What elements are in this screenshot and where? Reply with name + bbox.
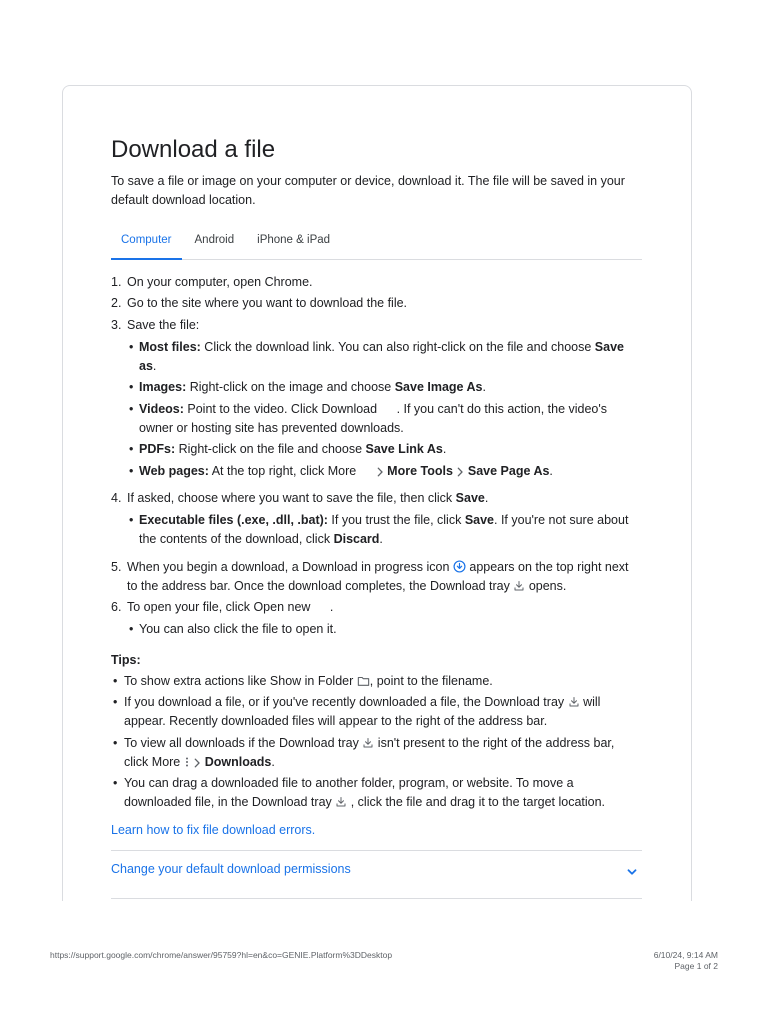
text-segment: . [271,754,275,769]
bold-text: More Tools [387,463,453,478]
substep-item [127,620,642,642]
more-vert-icon [184,756,190,768]
text-segment: , point to the filename. [369,673,493,688]
active-tab-indicator [111,258,182,260]
text-segment: When you begin a download, a Download in progress icon [127,559,453,574]
text-segment: isn't present to the right of the address bar, click More [124,735,615,769]
substep-item [127,338,642,379]
substep-list [127,338,642,484]
step-item [111,489,642,558]
footer-page-number: Page 1 of 2 [674,960,718,971]
step-number: 2. [111,296,122,310]
text-segment: Click the download link. You can also right-click on the file and choose [200,339,595,354]
intro-text: To save a file or image on your computer or device, download it. The file will be saved in your default download location. [111,173,625,207]
tips-list [111,672,642,815]
step-number: 5. [111,559,122,574]
substep-list [127,620,642,642]
text-segment: . If you're not sure about the contents of the download, click [139,513,629,546]
footer-meta [654,950,718,972]
accordion-label: Change your default download permissions [111,862,351,876]
substep-item [127,378,642,400]
text-segment: . If you can't do this action, the video's owner or hosting site has prevented downloads. [139,401,608,435]
bold-text: Videos: [139,401,184,416]
text-segment: , click the file and drag it to the target location. [347,795,606,809]
text-segment: Point to the video. Click Download [183,401,381,416]
tab-iphone-ipad[interactable] [247,230,340,259]
accordion-download-permissions[interactable] [111,850,642,899]
text-segment: At the top right, click More [208,463,360,478]
text-segment: To view all downloads if the Download tray [124,735,363,750]
bold-text: PDFs: [139,442,176,456]
download-progress-icon [453,560,466,573]
bold-text: Save Page As [467,463,550,478]
substep-item [127,511,642,552]
tip-item [111,774,642,815]
text-segment: appears on the top right next to the address bar. Once the download completes, the Download tray [127,559,629,593]
text-segment: On your computer, open Chrome. [127,274,313,289]
bold-text: Save [455,491,485,505]
tab-bar [111,230,642,260]
download-tray-icon [335,796,347,808]
step-item [111,294,642,316]
download-icon-placeholder [381,403,397,413]
tab-label: Computer [121,234,172,246]
footer-url: https://support.google.com/chrome/answer/95759?hl=en&co=GENIE.Platform%3DDesktop [50,949,393,960]
tips-label: Tips: [111,652,141,667]
text-segment: . [484,491,489,505]
chevron-right-icon [376,467,384,477]
tip-item [111,693,642,734]
tips-section [111,651,642,815]
bold-text: Executable files (.exe, .dll, .bat): [139,513,328,527]
text-segment: Right-click on the image and choose [186,380,395,394]
download-tray-icon [513,580,525,592]
page-title: Download a file [111,136,276,163]
text-segment: You can also click the file to open it. [139,622,337,636]
substep-item [127,440,642,462]
step-item [111,558,642,599]
steps-list [111,273,642,648]
step-item [111,316,642,490]
text-segment: To open your file, click Open new [127,600,314,614]
text-segment: If you trust the file, click [327,513,465,527]
substep-item [127,400,642,441]
substep-item [127,462,642,484]
substep-list [127,511,642,552]
chevron-down-icon [626,866,638,878]
bold-text: Save Link As [365,442,443,456]
step-number: 4. [111,491,122,505]
footer-date: 6/10/24, 9:14 AM [653,949,718,960]
step-text [127,296,407,310]
learn-download-errors-link[interactable]: Learn how to fix file download errors. [111,822,316,837]
text-segment: If asked, choose where you want to save the file, then click [127,491,456,505]
text-segment: Save the file: [127,317,200,332]
bold-text: Downloads [204,754,272,769]
folder-icon [357,675,370,687]
text-segment: To show extra actions like Show in Folder [124,673,357,688]
text-segment: If you download a file, or if you've recently downloaded a file, the Download tray [124,695,568,709]
text-segment: Right-click on the file and choose [175,442,366,456]
bold-text: Save as [139,339,624,373]
text-segment: Go to the site where you want to download the file. [127,296,408,310]
bold-text: Most files: [139,339,201,354]
bold-text: Web pages: [139,463,209,478]
tip-item [111,672,642,694]
step-number: 3. [111,317,122,332]
step-text [127,491,488,505]
text-segment: . [329,600,334,614]
text-segment: . [549,463,553,478]
bold-text: Images: [139,380,187,394]
text-segment: . [152,358,157,373]
text-segment: . [442,442,447,456]
text-segment: opens. [525,578,567,593]
download-tray-icon [568,696,580,708]
text-segment: You can drag a downloaded file to another folder, program, or website. To move a downloaded file, in the Download tray [124,776,574,809]
step-text [127,560,629,593]
step-text [127,318,199,332]
bold-text: Save Image As [394,380,483,394]
tab-label: iPhone & iPad [257,234,331,246]
tab-computer[interactable] [111,230,182,259]
tab-label: Android [194,234,235,246]
tip-item [111,734,642,775]
step-text [127,600,333,614]
text-segment: will appear. Recently downloaded files will appear to the right of the address bar. [124,695,601,728]
step-number: 6. [111,600,122,614]
bold-text: Discard [333,532,380,546]
text-segment: . [482,380,486,394]
tab-android[interactable] [185,230,245,259]
text-segment: . [379,532,383,546]
step-item [111,273,642,295]
open-new-icon-placeholder [314,601,330,611]
step-item [111,598,642,648]
more-icon-placeholder [360,465,376,475]
step-number: 1. [111,274,122,289]
step-text [127,275,313,289]
download-tray-icon [362,737,374,749]
bold-text: Save [464,513,495,527]
